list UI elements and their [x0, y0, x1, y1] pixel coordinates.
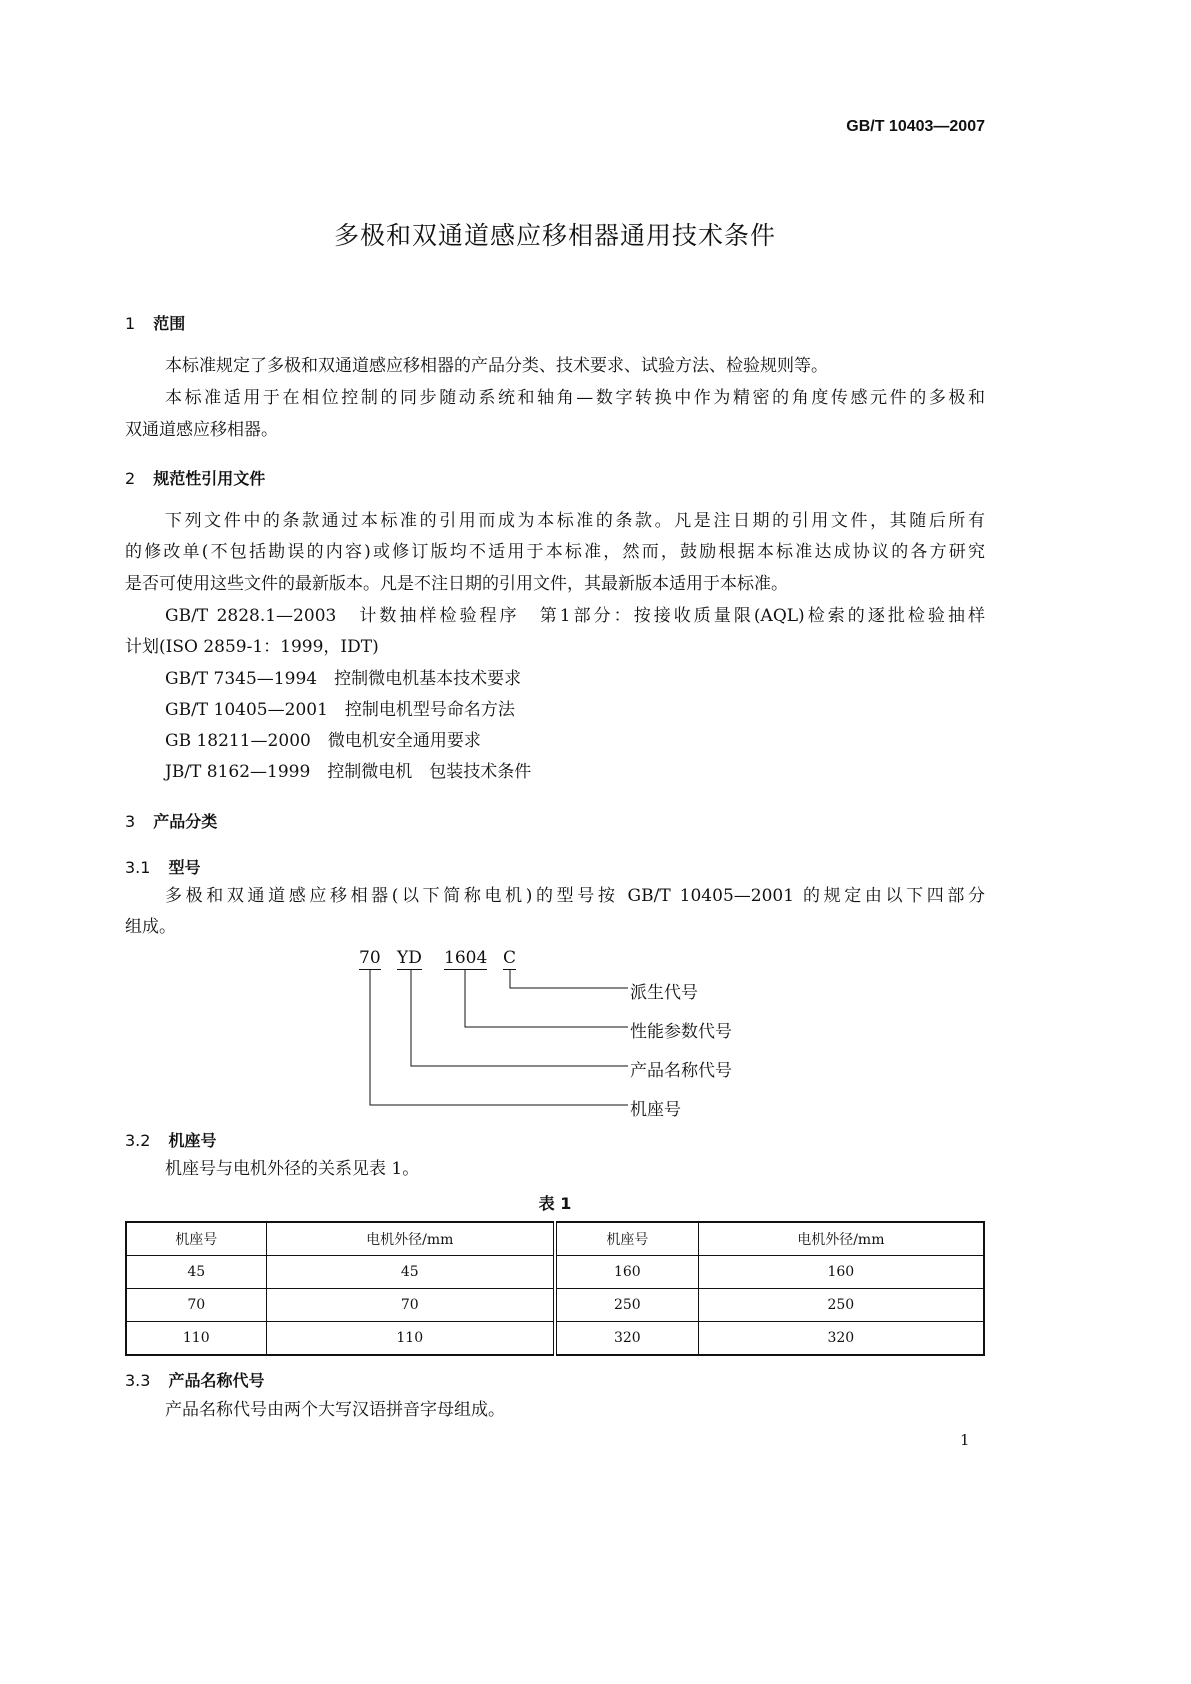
diagram-label: 派生代号	[630, 983, 698, 1003]
column-header: 电机外径/mm	[698, 1222, 984, 1256]
section-number: 3.2	[125, 1131, 151, 1150]
paragraph: 本标准适用于在相位控制的同步随动系统和轴角—数字转换中作为精密的角度传感元件的多极和	[165, 388, 985, 408]
table-row	[126, 1256, 984, 1289]
table-cell: 320	[698, 1322, 984, 1356]
section-number: 3.1	[125, 858, 151, 877]
paragraph: 下列文件中的条款通过本标准的引用而成为本标准的条款。凡是注日期的引用文件，其随后所有	[165, 511, 985, 531]
table-cell: 110	[266, 1322, 555, 1356]
frame-size-table	[125, 1221, 985, 1356]
table-caption: 表 1	[538, 1194, 572, 1213]
paragraph: 组成。	[125, 917, 176, 937]
model-code-frame-size: 70	[359, 948, 381, 968]
table-cell: 160	[698, 1256, 984, 1289]
column-header: 机座号	[126, 1222, 266, 1256]
paragraph: 的修改单(不包括勘误的内容)或修订版均不适用于本标准，然而，鼓励根据本标准达成协议的各方研究	[125, 542, 985, 562]
section-number: 3.3	[125, 1371, 151, 1390]
section-title: 范围	[153, 314, 186, 333]
table-cell: 250	[698, 1289, 984, 1322]
reference-item: GB/T 7345—1994 控制微电机基本技术要求	[165, 669, 522, 689]
reference-item: GB 18211—2000 微电机安全通用要求	[165, 731, 481, 751]
paragraph: 双通道感应移相器。	[125, 420, 278, 440]
table-cell: 250	[555, 1289, 698, 1322]
section-number: 3	[125, 812, 136, 831]
section-number: 2	[125, 469, 136, 488]
model-code-derivative: C	[503, 948, 517, 968]
reference-item: GB/T 2828.1—2003 计数抽样检验程序 第1部分：按接收质量限(AQL)检索的逐批检验抽样	[165, 606, 985, 626]
table-row	[126, 1322, 984, 1356]
document-number-header: GB/T 10403—2007	[846, 118, 985, 135]
section-3-2-heading	[125, 1128, 216, 1151]
table-cell: 45	[266, 1256, 555, 1289]
reference-item: 计划(ISO 2859-1：1999，IDT)	[125, 637, 379, 657]
table-row	[126, 1289, 984, 1322]
model-code-performance: 1604	[444, 948, 488, 968]
table-cell: 320	[555, 1322, 698, 1356]
table-cell: 160	[555, 1256, 698, 1289]
page-number: 1	[960, 1431, 970, 1449]
paragraph: 机座号与电机外径的关系见表 1。	[165, 1159, 420, 1179]
reference-item: GB/T 10405—2001 控制电机型号命名方法	[165, 700, 515, 720]
table-cell: 70	[126, 1289, 266, 1322]
paragraph: 本标准规定了多极和双通道感应移相器的产品分类、技术要求、试验方法、检验规则等。	[165, 356, 828, 376]
diagram-label: 产品名称代号	[630, 1061, 732, 1081]
table-cell: 45	[126, 1256, 266, 1289]
diagram-label: 性能参数代号	[630, 1022, 732, 1042]
section-title: 机座号	[168, 1131, 217, 1150]
section-title: 产品分类	[153, 812, 218, 831]
column-header: 机座号	[555, 1222, 698, 1256]
section-3-3-heading	[125, 1368, 264, 1391]
paragraph: 多极和双通道感应移相器(以下简称电机)的型号按 GB/T 10405—2001 的规定由以下四部分	[165, 886, 985, 906]
table-cell: 110	[126, 1322, 266, 1356]
diagram-label: 机座号	[630, 1100, 681, 1120]
column-header: 电机外径/mm	[266, 1222, 555, 1256]
table-cell: 70	[266, 1289, 555, 1322]
paragraph: 是否可使用这些文件的最新版本。凡是不注日期的引用文件，其最新版本适用于本标准。	[125, 574, 788, 594]
section-title: 规范性引用文件	[153, 469, 266, 488]
table-header-row	[126, 1222, 984, 1256]
section-title: 产品名称代号	[168, 1371, 265, 1390]
section-number: 1	[125, 314, 136, 333]
paragraph: 产品名称代号由两个大写汉语拼音字母组成。	[165, 1400, 505, 1420]
page-title: 多极和双通道感应移相器通用技术条件	[333, 221, 776, 250]
section-title: 型号	[168, 858, 201, 877]
reference-item: JB/T 8162—1999 控制微电机 包装技术条件	[165, 762, 532, 782]
model-code-product-name: YD	[397, 948, 422, 968]
